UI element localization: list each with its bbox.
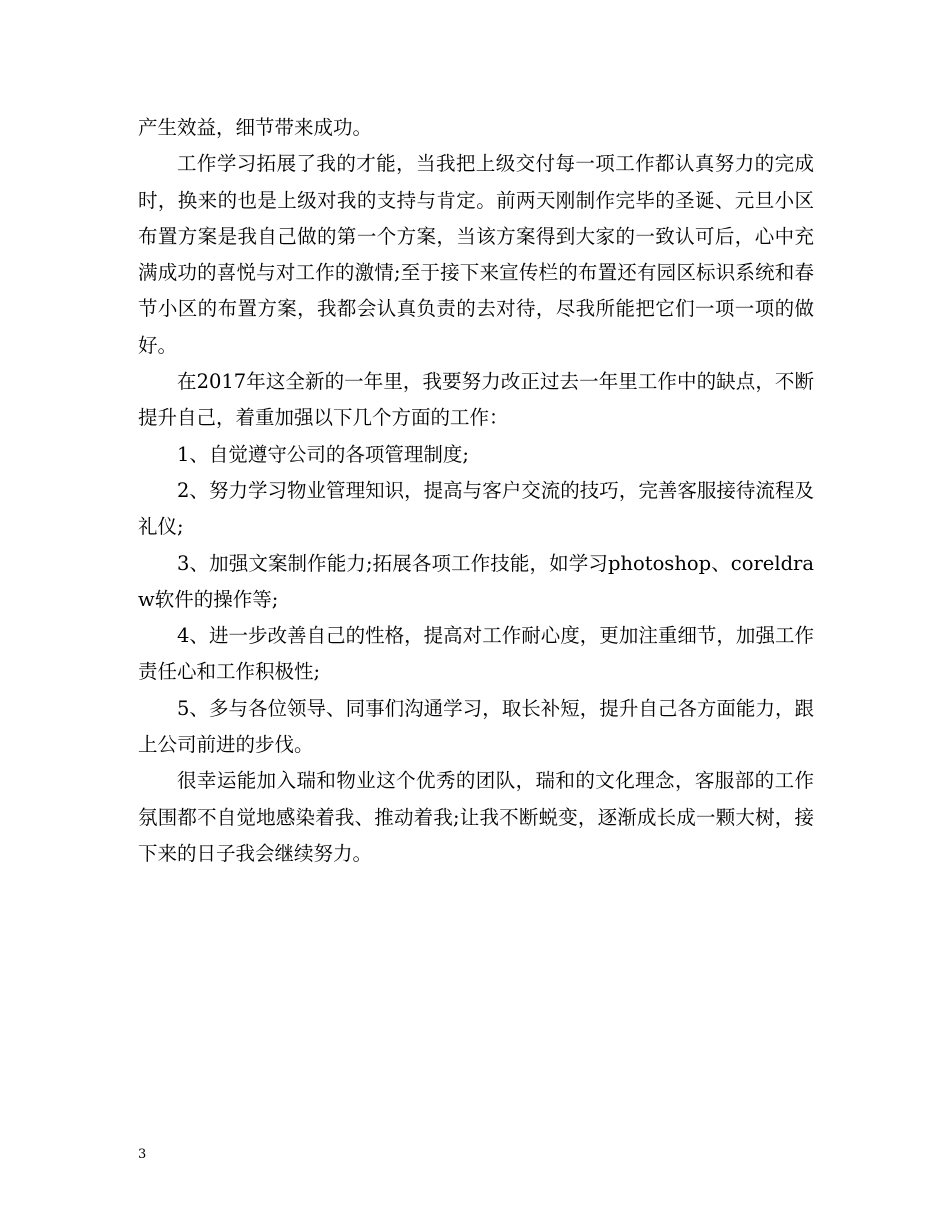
page-number: 3 <box>138 1147 147 1162</box>
paragraph-2: 工作学习拓展了我的才能，当我把上级交付每一项工作都认真努力的完成时，换来的也是上级对我的支持与肯定。前两天刚制作完毕的圣诞、元旦小区布置方案是我自己做的第一个方案，当该方案得到大家的一致认可后，心中充满成功的喜悦与对工作的激情;至于接下来宣传栏的布置还有园区标识系统和春节小区的布置方案，我都会认真负责的去对待，尽我所能把它们一项一项的做好。 <box>138 152 814 357</box>
paragraph-3: 在2017年这全新的一年里，我要努力改正过去一年里工作中的缺点，不断提升自己，着重加强以下几个方面的工作： <box>138 370 814 430</box>
list-item-4: 4、进一步改善自己的性格，提高对工作耐心度，更加注重细节，加强工作责任心和工作积极性; <box>138 624 814 684</box>
paragraph-1: 产生效益，细节带来成功。 <box>138 116 373 139</box>
paragraph-closing: 很幸运能加入瑞和物业这个优秀的团队，瑞和的文化理念，客服部的工作氛围都不自觉地感染着我、推动着我;让我不断蜕变，逐渐成长成一颗大树，接下来的日子我会继续努力。 <box>138 769 814 865</box>
list-item-1: 1、自觉遵守公司的各项管理制度; <box>177 442 469 466</box>
list-item-5: 5、多与各位领导、同事们沟通学习，取长补短，提升自己各方面能力，跟上公司前进的步伐。 <box>138 696 814 757</box>
list-item-2: 2、努力学习物业管理知识，提高与客户交流的技巧，完善客服接待流程及礼仪; <box>138 478 814 539</box>
list-item-3: 3、加强文案制作能力;拓展各项工作技能，如学习photoshop、coreldraw软件的操作等; <box>138 551 814 611</box>
document-body <box>138 110 814 872</box>
